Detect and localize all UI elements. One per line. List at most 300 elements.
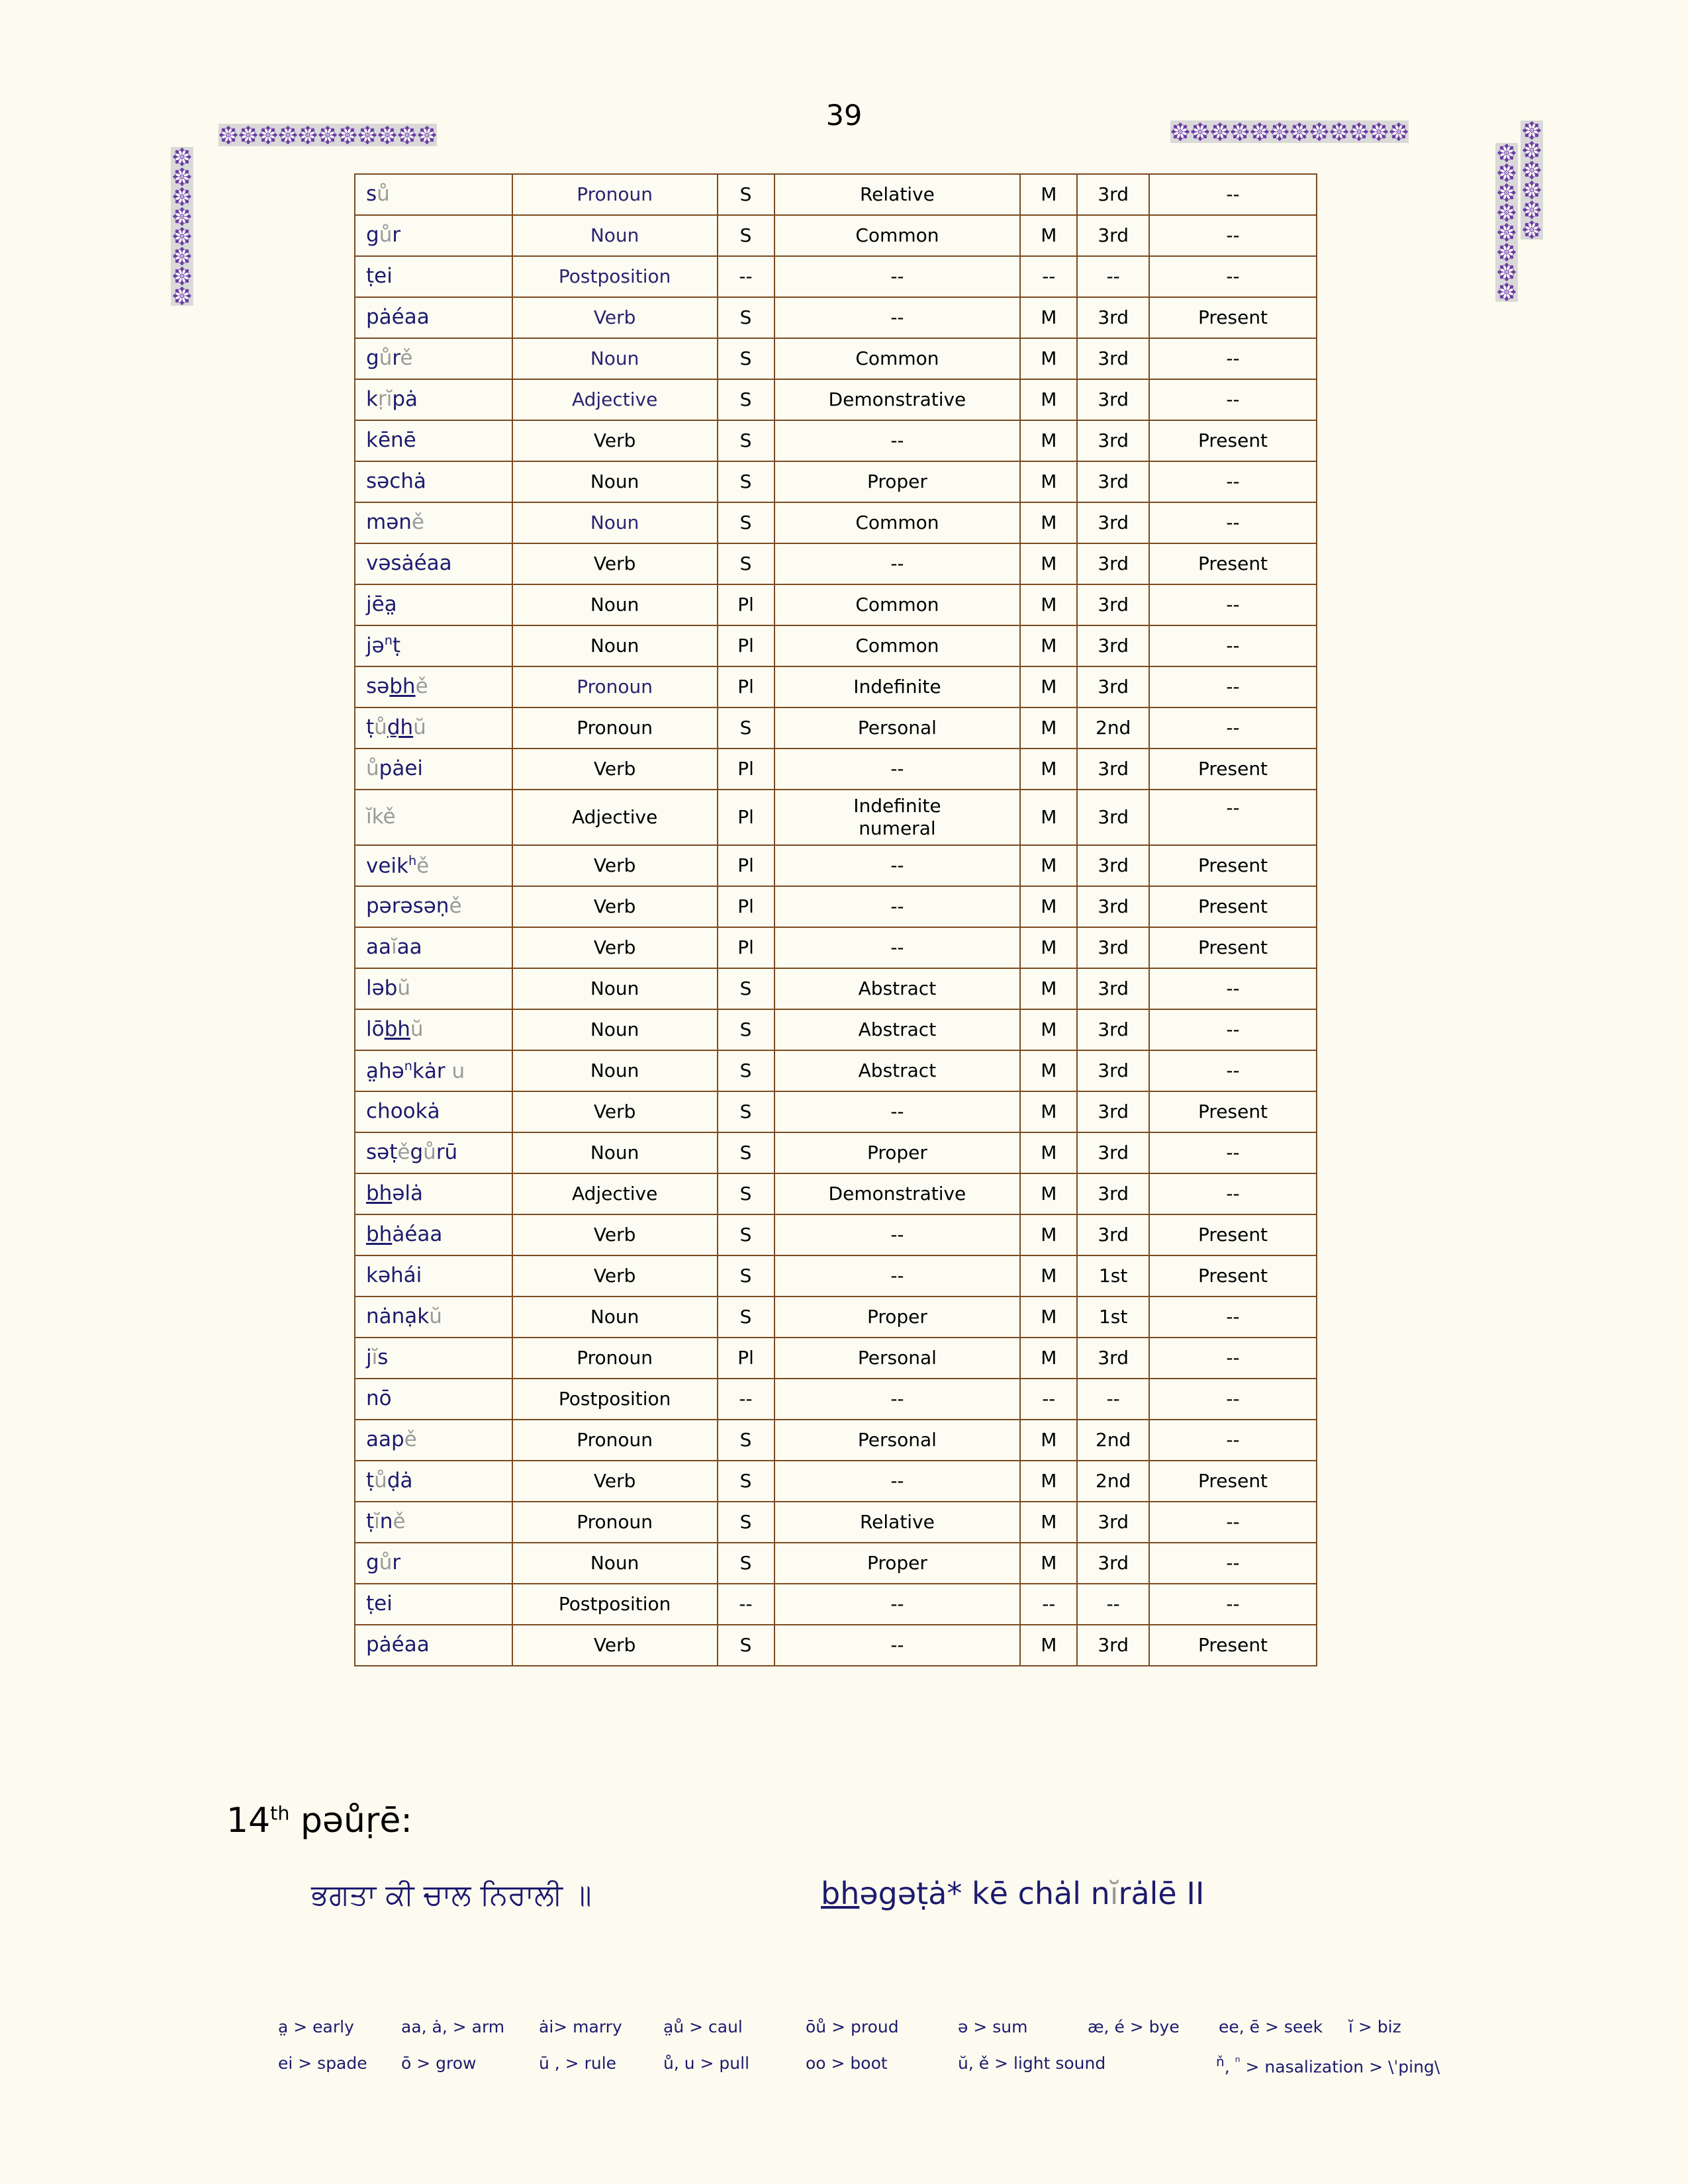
flower-ornament-icon: [172, 147, 192, 167]
tense-cell: Present: [1149, 1625, 1317, 1666]
flower-ornament-icon: [397, 125, 417, 145]
table-row: [355, 1091, 1317, 1132]
flower-ornament-icon: [377, 125, 397, 145]
number-cell: Pl: [718, 1338, 774, 1379]
subtype-cell: Common: [774, 338, 1021, 379]
subtype-cell: Proper: [774, 1543, 1021, 1584]
pos-cell: Verb: [512, 543, 718, 584]
legend-row-1: [278, 2017, 1443, 2036]
gender-cell: M: [1020, 1461, 1077, 1502]
tense-cell: --: [1149, 584, 1317, 625]
flower-ornament-icon: [1309, 122, 1329, 142]
tense-cell: --: [1149, 1420, 1317, 1461]
tense-cell: --: [1149, 666, 1317, 707]
tense-cell: --: [1149, 1009, 1317, 1050]
translit-cell: ṭůḏhŭ: [355, 707, 512, 749]
person-cell: 3rd: [1077, 461, 1149, 502]
legend-item: ee, ē > seek: [1219, 2017, 1323, 2036]
pos-cell: Noun: [512, 1050, 718, 1091]
gender-cell: M: [1020, 1214, 1077, 1255]
pos-cell: Pronoun: [512, 1420, 718, 1461]
flower-ornament-icon: [1389, 122, 1409, 142]
subtype-cell: --: [774, 927, 1021, 968]
flower-ornament-icon: [1522, 180, 1542, 200]
pos-cell: Adjective: [512, 379, 718, 420]
number-cell: Pl: [718, 886, 774, 927]
tense-cell: Present: [1149, 1214, 1317, 1255]
ornament-strip-left: [171, 147, 193, 306]
flower-ornament-icon: [172, 206, 192, 226]
tense-cell: Present: [1149, 927, 1317, 968]
flower-ornament-icon: [1497, 143, 1517, 163]
translit-cell: ṭei: [355, 1584, 512, 1625]
flower-ornament-icon: [1190, 122, 1210, 142]
person-cell: 3rd: [1077, 968, 1149, 1009]
number-cell: S: [718, 338, 774, 379]
translit-cell: ĭkě: [355, 790, 512, 845]
subtype-cell: --: [774, 1214, 1021, 1255]
person-cell: 3rd: [1077, 1214, 1149, 1255]
number-cell: Pl: [718, 666, 774, 707]
tense-cell: --: [1149, 1584, 1317, 1625]
gender-cell: M: [1020, 1091, 1077, 1132]
flower-ornament-icon: [1230, 122, 1250, 142]
translit-cell: jə$^n$ṭ: [355, 625, 512, 666]
flower-ornament-icon: [172, 266, 192, 286]
subtype-cell: Demonstrative: [774, 1173, 1021, 1214]
person-cell: 1st: [1077, 1297, 1149, 1338]
flower-ornament-icon: [172, 246, 192, 266]
number-cell: S: [718, 968, 774, 1009]
tense-cell: Present: [1149, 845, 1317, 886]
number-cell: S: [718, 1255, 774, 1297]
section-heading: [226, 1801, 412, 1841]
person-cell: 3rd: [1077, 502, 1149, 543]
pos-cell: Noun: [512, 502, 718, 543]
table-row: [355, 256, 1317, 297]
subtype-cell: --: [774, 1461, 1021, 1502]
translit-cell: səṭěgůrū: [355, 1132, 512, 1173]
table-row: [355, 625, 1317, 666]
translit-cell: gůr: [355, 215, 512, 256]
ornament-strip-top-left: [218, 124, 437, 146]
gender-cell: M: [1020, 1543, 1077, 1584]
pos-cell: Postposition: [512, 1379, 718, 1420]
translit-cell: gůrě: [355, 338, 512, 379]
verse-gurmukhi: ਭਗਤਾ ਕੀ ਚਾਲ ਨਿਰਾਲੀ ॥: [311, 1878, 592, 1912]
subtype-cell: --: [774, 420, 1021, 461]
flower-ornament-icon: [357, 125, 377, 145]
number-cell: S: [718, 1132, 774, 1173]
pos-cell: Verb: [512, 886, 718, 927]
verse-transliteration: bhəgəṭȧ* kē chȧl nĭrȧlē ΙΙ: [821, 1876, 1205, 1911]
number-cell: S: [718, 174, 774, 215]
gender-cell: M: [1020, 1297, 1077, 1338]
person-cell: 3rd: [1077, 845, 1149, 886]
tense-cell: Present: [1149, 1091, 1317, 1132]
pos-cell: Verb: [512, 845, 718, 886]
flower-ornament-icon: [1250, 122, 1270, 142]
number-cell: S: [718, 1461, 774, 1502]
flower-ornament-icon: [1349, 122, 1369, 142]
flower-ornament-icon: [1289, 122, 1309, 142]
translit-cell: kəhái: [355, 1255, 512, 1297]
person-cell: 3rd: [1077, 420, 1149, 461]
person-cell: 3rd: [1077, 1543, 1149, 1584]
legend-item: ū , > rule: [539, 2054, 617, 2073]
number-cell: --: [718, 1379, 774, 1420]
flower-ornament-icon: [258, 125, 278, 145]
subtype-cell: --: [774, 1584, 1021, 1625]
translit-cell: a̤hə$^n$kȧr u: [355, 1050, 512, 1091]
tense-cell: --: [1149, 968, 1317, 1009]
number-cell: S: [718, 1625, 774, 1666]
translit-cell: pȧéaa: [355, 1625, 512, 1666]
person-cell: 3rd: [1077, 1091, 1149, 1132]
number-cell: S: [718, 1091, 774, 1132]
legend-item: oo > boot: [806, 2054, 888, 2073]
person-cell: 3rd: [1077, 790, 1149, 845]
number-cell: S: [718, 297, 774, 338]
translit-cell: pȧéaa: [355, 297, 512, 338]
legend-item: $^ň$, $^{^n}$ > nasalization > \ˈping\: [1216, 2054, 1440, 2077]
tense-cell: Present: [1149, 543, 1317, 584]
tense-cell: --: [1149, 256, 1317, 297]
pos-cell: Noun: [512, 338, 718, 379]
number-cell: S: [718, 543, 774, 584]
pos-cell: Verb: [512, 1255, 718, 1297]
number-cell: S: [718, 461, 774, 502]
gender-cell: M: [1020, 927, 1077, 968]
ornament-strip-top-right: [1170, 120, 1409, 143]
flower-ornament-icon: [172, 286, 192, 306]
number-cell: Pl: [718, 790, 774, 845]
gender-cell: M: [1020, 461, 1077, 502]
legend-item: aa, ȧ, > arm: [401, 2017, 505, 2036]
table-row: [355, 749, 1317, 790]
number-cell: S: [718, 707, 774, 749]
pos-cell: Pronoun: [512, 1338, 718, 1379]
number-cell: S: [718, 420, 774, 461]
subtype-cell: Personal: [774, 707, 1021, 749]
gender-cell: M: [1020, 886, 1077, 927]
number-cell: Pl: [718, 584, 774, 625]
flower-ornament-icon: [1522, 220, 1542, 240]
flower-ornament-icon: [238, 125, 258, 145]
ornament-strip-right: [1495, 143, 1518, 302]
legend-item: ō > grow: [401, 2054, 477, 2073]
gender-cell: M: [1020, 968, 1077, 1009]
person-cell: 3rd: [1077, 379, 1149, 420]
pos-cell: Adjective: [512, 1173, 718, 1214]
translit-cell: ṭei: [355, 256, 512, 297]
pos-cell: Pronoun: [512, 1502, 718, 1543]
table-row: [355, 1173, 1317, 1214]
person-cell: 2nd: [1077, 1461, 1149, 1502]
subtype-cell: --: [774, 256, 1021, 297]
gender-cell: M: [1020, 379, 1077, 420]
number-cell: S: [718, 1543, 774, 1584]
table-row: [355, 420, 1317, 461]
flower-ornament-icon: [1170, 122, 1190, 142]
translit-cell: səchȧ: [355, 461, 512, 502]
translit-cell: kēnē: [355, 420, 512, 461]
tense-cell: Present: [1149, 886, 1317, 927]
translit-cell: səbhě: [355, 666, 512, 707]
subtype-cell: Common: [774, 215, 1021, 256]
pos-cell: Verb: [512, 1091, 718, 1132]
grammar-analysis-table: [354, 173, 1317, 1666]
flower-ornament-icon: [1497, 282, 1517, 302]
pos-cell: Postposition: [512, 256, 718, 297]
subtype-cell: Relative: [774, 1502, 1021, 1543]
legend-item: a̤ > early: [278, 2017, 354, 2036]
flower-ornament-icon: [1522, 120, 1542, 140]
translit-cell: aapě: [355, 1420, 512, 1461]
translit-cell: chookȧ: [355, 1091, 512, 1132]
flower-ornament-icon: [172, 187, 192, 206]
number-cell: S: [718, 1420, 774, 1461]
pos-cell: Verb: [512, 420, 718, 461]
subtype-cell: --: [774, 1379, 1021, 1420]
tense-cell: --: [1149, 338, 1317, 379]
pos-cell: Noun: [512, 215, 718, 256]
gender-cell: --: [1020, 1584, 1077, 1625]
translit-cell: kṛĭpȧ: [355, 379, 512, 420]
translit-cell: pərəsəṇě: [355, 886, 512, 927]
translit-cell: vəsȧéaa: [355, 543, 512, 584]
translit-cell: nȧnạkŭ: [355, 1297, 512, 1338]
subtype-cell: Proper: [774, 461, 1021, 502]
flower-ornament-icon: [1522, 140, 1542, 160]
pos-cell: Noun: [512, 1297, 718, 1338]
translit-cell: gůr: [355, 1543, 512, 1584]
pos-cell: Noun: [512, 968, 718, 1009]
table-row: [355, 461, 1317, 502]
table-row: [355, 1338, 1317, 1379]
pos-cell: Noun: [512, 461, 718, 502]
table-body: [355, 174, 1317, 1666]
translit-cell: bhȧéaa: [355, 1214, 512, 1255]
translit-cell: ṭůḍȧ: [355, 1461, 512, 1502]
flower-ornament-icon: [417, 125, 437, 145]
number-cell: S: [718, 1009, 774, 1050]
gender-cell: --: [1020, 256, 1077, 297]
subtype-cell: --: [774, 1625, 1021, 1666]
translit-cell: jĭs: [355, 1338, 512, 1379]
tense-cell: Present: [1149, 1461, 1317, 1502]
gender-cell: M: [1020, 174, 1077, 215]
person-cell: 3rd: [1077, 338, 1149, 379]
subtype-cell: Abstract: [774, 1009, 1021, 1050]
person-cell: 3rd: [1077, 625, 1149, 666]
translit-cell: jēa̤: [355, 584, 512, 625]
gender-cell: M: [1020, 1050, 1077, 1091]
pos-cell: Noun: [512, 1132, 718, 1173]
tense-cell: --: [1149, 502, 1317, 543]
subtype-cell: Personal: [774, 1338, 1021, 1379]
heading-number: 14: [226, 1801, 271, 1841]
gender-cell: M: [1020, 502, 1077, 543]
flower-ornament-icon: [278, 125, 298, 145]
person-cell: 2nd: [1077, 1420, 1149, 1461]
gender-cell: M: [1020, 1502, 1077, 1543]
pos-cell: Pronoun: [512, 707, 718, 749]
legend-item: ĭ > biz: [1348, 2017, 1401, 2036]
pos-cell: Verb: [512, 1214, 718, 1255]
subtype-cell: --: [774, 749, 1021, 790]
number-cell: S: [718, 379, 774, 420]
table-row: [355, 886, 1317, 927]
number-cell: S: [718, 215, 774, 256]
translit-cell: veik$^h$ě: [355, 845, 512, 886]
table-row: [355, 1502, 1317, 1543]
person-cell: 3rd: [1077, 927, 1149, 968]
pos-cell: Noun: [512, 1543, 718, 1584]
tense-cell: --: [1149, 1132, 1317, 1173]
translit-cell: aaĭaa: [355, 927, 512, 968]
table-row: [355, 1255, 1317, 1297]
person-cell: 3rd: [1077, 174, 1149, 215]
person-cell: 3rd: [1077, 1173, 1149, 1214]
gender-cell: --: [1020, 1379, 1077, 1420]
legend-item: æ, é > bye: [1088, 2017, 1180, 2036]
person-cell: --: [1077, 256, 1149, 297]
gender-cell: M: [1020, 1009, 1077, 1050]
table-row: [355, 968, 1317, 1009]
flower-ornament-icon: [318, 125, 338, 145]
pos-cell: Adjective: [512, 790, 718, 845]
number-cell: Pl: [718, 625, 774, 666]
legend-item: ə > sum: [958, 2017, 1028, 2036]
subtype-cell: --: [774, 886, 1021, 927]
subtype-cell: --: [774, 297, 1021, 338]
gender-cell: M: [1020, 1255, 1077, 1297]
number-cell: Pl: [718, 749, 774, 790]
legend-item: ů, u > pull: [663, 2054, 750, 2073]
subtype-cell: Indefinite numeral: [774, 790, 1021, 845]
number-cell: S: [718, 1173, 774, 1214]
pos-cell: Pronoun: [512, 666, 718, 707]
flower-ornament-icon: [1497, 242, 1517, 262]
flower-ornament-icon: [218, 125, 238, 145]
number-cell: Pl: [718, 845, 774, 886]
person-cell: 3rd: [1077, 666, 1149, 707]
subtype-cell: --: [774, 1091, 1021, 1132]
person-cell: 3rd: [1077, 543, 1149, 584]
flower-ornament-icon: [1497, 262, 1517, 282]
gender-cell: M: [1020, 707, 1077, 749]
table-row: [355, 1543, 1317, 1584]
person-cell: 3rd: [1077, 297, 1149, 338]
flower-ornament-icon: [1210, 122, 1230, 142]
subtype-cell: --: [774, 845, 1021, 886]
tense-cell: --: [1149, 1297, 1317, 1338]
flower-ornament-icon: [1522, 160, 1542, 180]
table-row: [355, 1009, 1317, 1050]
table-row: [355, 1461, 1317, 1502]
person-cell: 3rd: [1077, 886, 1149, 927]
translit-cell: nō: [355, 1379, 512, 1420]
person-cell: 1st: [1077, 1255, 1149, 1297]
pos-cell: Noun: [512, 584, 718, 625]
tense-cell: --: [1149, 1379, 1317, 1420]
pos-cell: Noun: [512, 625, 718, 666]
legend-item: ei > spade: [278, 2054, 367, 2073]
table-row: [355, 1625, 1317, 1666]
number-cell: S: [718, 1502, 774, 1543]
gender-cell: M: [1020, 749, 1077, 790]
verse-row: [0, 1878, 1688, 1938]
pos-cell: Verb: [512, 927, 718, 968]
gender-cell: M: [1020, 845, 1077, 886]
pos-cell: Verb: [512, 1625, 718, 1666]
heading-label: pəůṛē:: [289, 1801, 412, 1841]
table-row: [355, 215, 1317, 256]
person-cell: 3rd: [1077, 215, 1149, 256]
page-number: 39: [825, 99, 863, 132]
table-row: [355, 338, 1317, 379]
gender-cell: M: [1020, 625, 1077, 666]
tense-cell: --: [1149, 625, 1317, 666]
table-row: [355, 543, 1317, 584]
subtype-cell: Relative: [774, 174, 1021, 215]
tense-cell: --: [1149, 215, 1317, 256]
table-row: [355, 502, 1317, 543]
gender-cell: M: [1020, 543, 1077, 584]
flower-ornament-icon: [1497, 222, 1517, 242]
tense-cell: Present: [1149, 297, 1317, 338]
person-cell: 3rd: [1077, 749, 1149, 790]
tense-cell: --: [1149, 790, 1317, 845]
gender-cell: M: [1020, 1338, 1077, 1379]
tense-cell: Present: [1149, 1255, 1317, 1297]
pos-cell: Verb: [512, 297, 718, 338]
tense-cell: Present: [1149, 420, 1317, 461]
tense-cell: --: [1149, 379, 1317, 420]
flower-ornament-icon: [298, 125, 318, 145]
flower-ornament-icon: [172, 226, 192, 246]
number-cell: S: [718, 1050, 774, 1091]
table-row: [355, 1379, 1317, 1420]
translit-cell: ləbŭ: [355, 968, 512, 1009]
translit-cell: ṭĭně: [355, 1502, 512, 1543]
flower-ornament-icon: [1497, 183, 1517, 203]
gender-cell: M: [1020, 215, 1077, 256]
tense-cell: --: [1149, 174, 1317, 215]
tense-cell: --: [1149, 461, 1317, 502]
tense-cell: --: [1149, 1050, 1317, 1091]
table-row: [355, 1584, 1317, 1625]
flower-ornament-icon: [172, 167, 192, 187]
person-cell: 3rd: [1077, 584, 1149, 625]
person-cell: 3rd: [1077, 1132, 1149, 1173]
legend-item: ȧi> marry: [539, 2017, 622, 2036]
subtype-cell: Common: [774, 502, 1021, 543]
flower-ornament-icon: [1329, 122, 1349, 142]
flower-ornament-icon: [338, 125, 357, 145]
subtype-cell: Proper: [774, 1132, 1021, 1173]
subtype-cell: Abstract: [774, 1050, 1021, 1091]
gender-cell: M: [1020, 790, 1077, 845]
legend-item: ōů > proud: [806, 2017, 899, 2036]
tense-cell: --: [1149, 707, 1317, 749]
number-cell: S: [718, 1214, 774, 1255]
table-row: [355, 584, 1317, 625]
table-row: [355, 927, 1317, 968]
gender-cell: M: [1020, 297, 1077, 338]
gender-cell: M: [1020, 666, 1077, 707]
